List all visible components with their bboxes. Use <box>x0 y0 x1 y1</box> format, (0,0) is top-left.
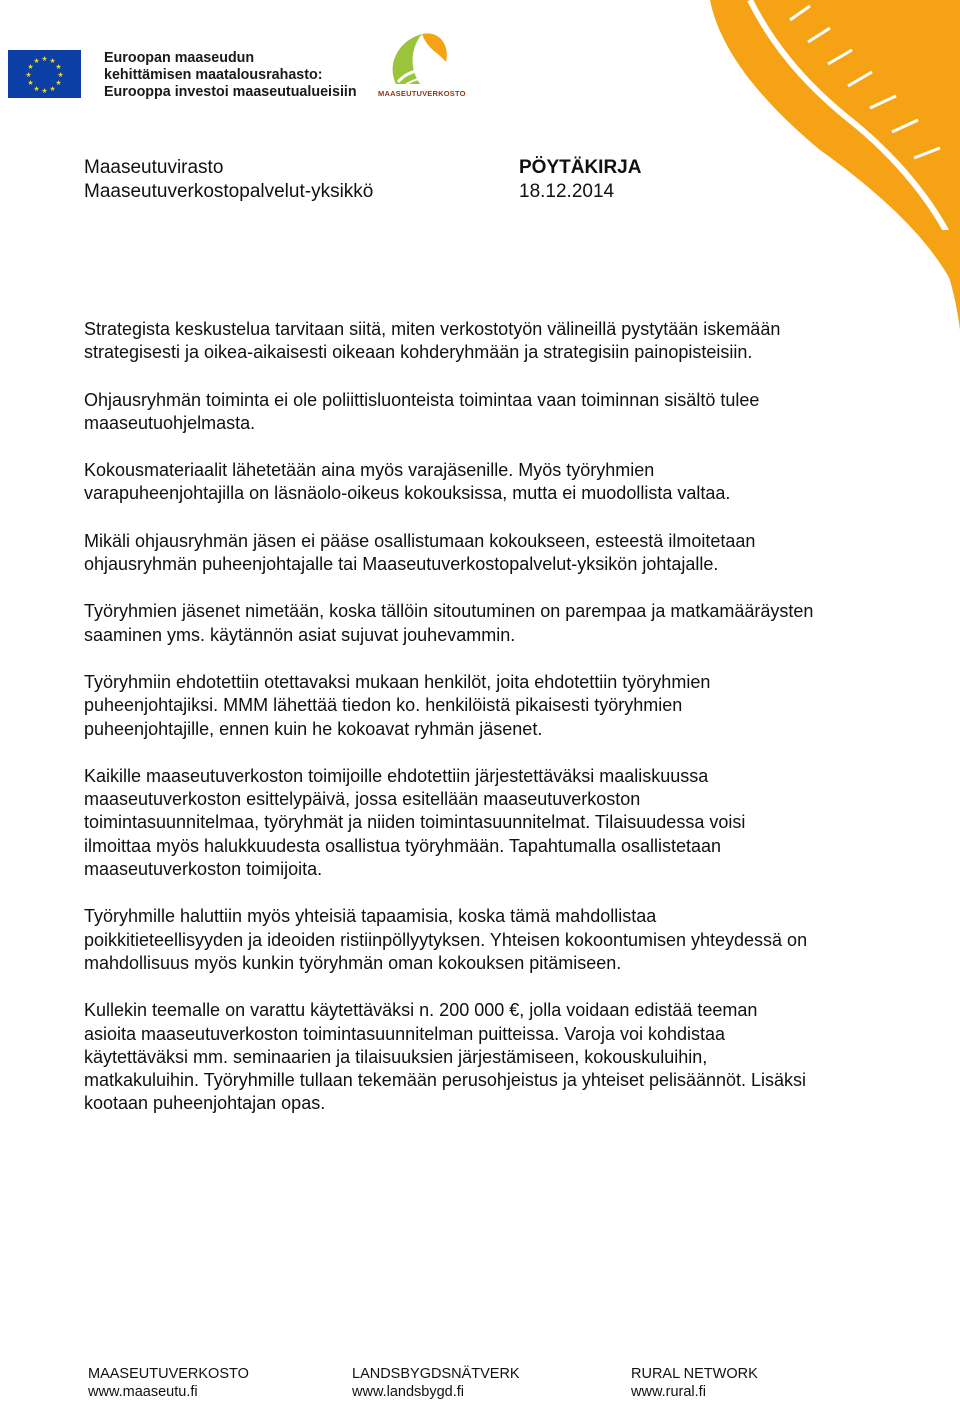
svg-text:★: ★ <box>55 63 62 71</box>
svg-text:★: ★ <box>49 85 56 93</box>
svg-text:★: ★ <box>27 63 34 71</box>
document-type: PÖYTÄKIRJA <box>519 157 642 178</box>
svg-text:★: ★ <box>27 79 34 87</box>
svg-text:★: ★ <box>49 57 56 65</box>
paragraph: Ohjausryhmän toiminta ei ole poliittisluonteista toimintaa vaan toiminnan sisältö tulee maaseutuohjelmasta. <box>84 389 760 433</box>
footer-column-english <box>631 1365 758 1401</box>
eu-text-line: Eurooppa investoi maaseutualueisiin <box>104 84 357 100</box>
svg-text:★: ★ <box>33 57 40 65</box>
eu-text-line: kehittämisen maatalousrahasto: <box>104 67 323 83</box>
svg-text:★: ★ <box>33 85 40 93</box>
svg-text:★: ★ <box>55 79 62 87</box>
paragraph: Kaikille maaseutuverkoston toimijoille ehdotettiin järjestettäväksi maaliskuussa maaseutuverkoston esittelypäivä, jossa esitellään maaseutuverkoston toimintasuunnitelmaa, työryhmät ja niiden toimintasuunnitelmat. Tilaisuudessa voisi ilmoittaa myös halukkuudesta osallistua työryhmään. Tapahtumalla osallistetaan maaseutuverkoston toimijoita. <box>84 765 746 880</box>
paragraph: Kokousmateriaalit lähetetään aina myös varajäsenille. Myös työryhmien varapuheenjohtajilla on läsnäolo-oikeus kokouksissa, mutta ei muodollista valtaa. <box>84 460 731 504</box>
footer-network-name: LANDSBYGDSNÄTVERK <box>352 1366 520 1382</box>
maaseutuverkosto-logo-label: MAASEUTUVERKOSTO <box>378 89 466 98</box>
paragraph: Strategista keskustelua tarvitaan siitä, miten verkostotyön välineillä pystytään iskemään strategisesti ja oikea-aikaisesti oikeaan kohderyhmään ja strategisiin painopisteisiin. <box>84 319 781 363</box>
document-header <box>84 156 704 204</box>
footer-link[interactable]: www.rural.fi <box>631 1384 706 1400</box>
paragraph: Mikäli ohjausryhmän jäsen ei pääse osallistumaan kokoukseen, esteestä ilmoitetaan ohjausryhmän puheenjohtajalle tai Maaseutuverkostopalvelut-yksikön johtajalle. <box>84 530 756 575</box>
paragraph: Työryhmiin ehdotettiin otettavaksi mukaan henkilöt, joita ehdotettiin työryhmien puheenjohtajiksi. MMM lähettää tiedon ko. henkilöistä pikaisesti työryhmien puheenjohtajille, ennen kuin he kokoavat ryhmän jäsenet. <box>84 671 711 739</box>
footer-link[interactable]: www.landsbygd.fi <box>352 1384 465 1400</box>
footer-column-swedish <box>352 1365 520 1401</box>
svg-text:★: ★ <box>57 71 64 79</box>
eu-fund-text <box>104 50 357 101</box>
unit-name: Maaseutuverkostopalvelut-yksikkö <box>84 181 374 202</box>
paragraph: Työryhmien jäsenet nimetään, koska tällöin sitoutuminen on parempaa ja matkamääräysten saaminen yms. käytännön asiat sujuvat jouhevammin. <box>84 601 814 645</box>
footer-network-name: MAASEUTUVERKOSTO <box>88 1366 249 1382</box>
footer-network-name: RURAL NETWORK <box>631 1366 758 1382</box>
svg-text:★: ★ <box>25 71 32 79</box>
footer-link[interactable]: www.maaseutu.fi <box>88 1384 198 1400</box>
eu-text-line: Euroopan maaseudun <box>104 50 255 66</box>
paragraph: Työryhmille haluttiin myös yhteisiä tapaamisia, koska tämä mahdollistaa poikkitieteellisyyden ja ideoiden ristiinpöllyytyksen. Yhteisen kokoontumisen yhteydessä on mahdollisuus myös kunkin työryhmän oman kokouksen pitämiseen. <box>84 906 808 973</box>
footer-column-finnish <box>88 1365 249 1401</box>
svg-text:★: ★ <box>41 87 48 95</box>
document-body <box>84 318 814 1140</box>
eu-flag-logo <box>8 50 81 98</box>
paragraph: Kullekin teemalle on varattu käytettäväksi n. 200 000 €, jolla voidaan edistää teeman asioita maaseutuverkoston toimintasuunnitelman puitteissa. Varoja voi kohdistaa käytettäväksi mm. seminaarien ja tilaisuuksien järjestämiseen, kokouskuluihin, matkakuluihin. Työryhmille tullaan tekemään perusohjeistus ja yhteiset pelisäännöt. Lisäksi kootaan puheenjohtajan opas. <box>84 1000 807 1114</box>
document-date: 18.12.2014 <box>519 181 615 202</box>
organization-name: Maaseutuvirasto <box>84 157 224 178</box>
svg-text:★: ★ <box>41 55 48 63</box>
